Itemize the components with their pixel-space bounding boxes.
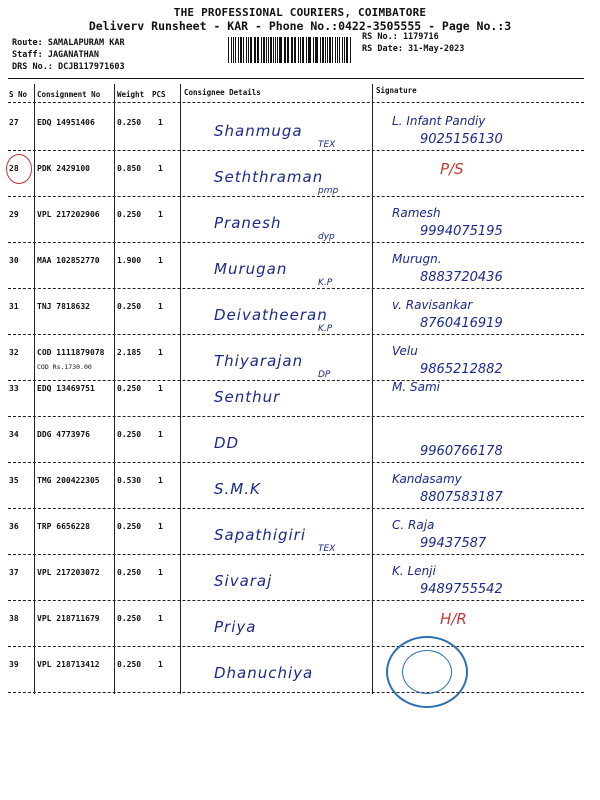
barcode-bar bbox=[277, 37, 278, 63]
row-weight: 0.250 bbox=[117, 384, 142, 393]
barcode-bar bbox=[339, 37, 340, 63]
row-sno: 32 bbox=[9, 348, 19, 357]
row-consignment-no: VPL 217203072 bbox=[37, 568, 100, 577]
barcode-bar bbox=[275, 37, 276, 63]
row-separator bbox=[8, 196, 584, 197]
column-divider bbox=[114, 84, 115, 694]
row-consignee-place: DP bbox=[318, 370, 331, 380]
barcode-bar bbox=[346, 37, 348, 63]
row-pcs: 1 bbox=[158, 348, 163, 357]
barcode-bar bbox=[279, 37, 281, 63]
col-sno: S No bbox=[9, 90, 28, 99]
barcode-bar bbox=[292, 37, 293, 63]
rs-date: RS Date: 31-May-2023 bbox=[362, 44, 465, 54]
row-consignment-no: VPL 218711679 bbox=[37, 614, 100, 623]
row-phone: 9865212882 bbox=[420, 362, 503, 377]
stamp-inner-ring bbox=[402, 650, 452, 694]
row-cod-amount: COD Rs.1730.00 bbox=[37, 363, 92, 371]
barcode-bar bbox=[291, 37, 292, 63]
barcode-bar bbox=[233, 37, 234, 63]
row-consignment-no: VPL 217202906 bbox=[37, 210, 100, 219]
row-consignee-name: Murugan bbox=[214, 260, 288, 278]
row-consignment-no: TNJ 7818632 bbox=[37, 302, 90, 311]
barcode-bar bbox=[322, 37, 324, 63]
row-sno: 36 bbox=[9, 522, 19, 531]
drs-number: DRS No.: DCJB117971603 bbox=[12, 62, 125, 72]
row-separator bbox=[8, 288, 584, 289]
row-sno: 33 bbox=[9, 384, 19, 393]
barcode-bar bbox=[284, 37, 285, 63]
barcode-bar bbox=[332, 37, 333, 63]
barcode-bar bbox=[342, 37, 343, 63]
row-consignee-place: TEX bbox=[318, 544, 336, 554]
row-signature: Velu bbox=[392, 344, 418, 358]
column-divider bbox=[372, 84, 373, 694]
barcode-bar bbox=[344, 37, 345, 63]
row-weight: 0.530 bbox=[117, 476, 142, 485]
post-office-stamp bbox=[386, 636, 468, 708]
row-consignee-name: Seththraman bbox=[214, 168, 324, 186]
barcode-bar bbox=[228, 37, 229, 63]
row-pcs: 1 bbox=[158, 614, 163, 623]
row-separator bbox=[8, 600, 584, 601]
row-sno: 38 bbox=[9, 614, 19, 623]
row-consignment-no: TRP 6656228 bbox=[37, 522, 90, 531]
row-consignee-place: pmp bbox=[318, 186, 339, 196]
row-signature: Murugn. bbox=[392, 252, 442, 266]
barcode-bar bbox=[254, 37, 255, 63]
row-consignee-place: TEX bbox=[318, 140, 336, 150]
row-weight: 0.250 bbox=[117, 302, 142, 311]
barcode-bar bbox=[250, 37, 251, 63]
row-weight: 0.250 bbox=[117, 430, 142, 439]
barcode-bar bbox=[248, 37, 249, 63]
row-separator bbox=[8, 416, 584, 417]
row-consignment-no: EDQ 13469751 bbox=[37, 384, 95, 393]
row-consignee-place: K.P bbox=[318, 278, 333, 288]
row-consignee-name: Sapathigiri bbox=[214, 526, 307, 544]
row-consignee-name: Shanmuga bbox=[214, 122, 303, 140]
col-weight: Weight bbox=[117, 90, 145, 99]
row-separator bbox=[8, 150, 584, 151]
row-pcs: 1 bbox=[158, 430, 163, 439]
barcode-bar bbox=[238, 37, 239, 63]
row-signature: K. Lenji bbox=[392, 564, 436, 578]
row-pcs: 1 bbox=[158, 210, 163, 219]
row-weight: 1.900 bbox=[117, 256, 142, 265]
barcode-bar bbox=[306, 37, 307, 63]
row-consignment-no: MAA 102852770 bbox=[37, 256, 100, 265]
row-phone: 9025156130 bbox=[420, 132, 503, 147]
row-pcs: 1 bbox=[158, 118, 163, 127]
barcode-bar bbox=[263, 37, 264, 63]
row-separator bbox=[8, 508, 584, 509]
barcode-bar bbox=[246, 37, 247, 63]
row-separator bbox=[8, 646, 584, 647]
barcode-bar bbox=[313, 37, 314, 63]
row-signature: v. Ravisankar bbox=[392, 298, 473, 312]
barcode-bar bbox=[316, 37, 317, 63]
row-sno: 28 bbox=[9, 164, 19, 173]
row-separator bbox=[8, 692, 584, 693]
barcode-bar bbox=[261, 37, 262, 63]
barcode-bar bbox=[266, 37, 267, 63]
row-sno: 35 bbox=[9, 476, 19, 485]
rs-number: RS No.: 1179716 bbox=[362, 32, 439, 42]
row-separator bbox=[8, 380, 584, 381]
row-signature: L. Infant Pandiy bbox=[392, 114, 486, 128]
row-weight: 0.850 bbox=[117, 164, 142, 173]
row-consignment-no: COD 1111879078 bbox=[37, 348, 105, 357]
barcode-bar bbox=[315, 37, 316, 63]
row-signature: M. Sami bbox=[392, 380, 440, 394]
row-weight: 0.250 bbox=[117, 660, 142, 669]
row-phone: 8807583187 bbox=[420, 490, 503, 505]
row-sno: 34 bbox=[9, 430, 19, 439]
row-consignee-name: Dhanuchiya bbox=[214, 664, 314, 682]
row-pcs: 1 bbox=[158, 568, 163, 577]
row-weight: 0.250 bbox=[117, 568, 142, 577]
col-pcs: PCS bbox=[152, 90, 166, 99]
barcode-bar bbox=[308, 37, 309, 63]
row-pcs: 1 bbox=[158, 256, 163, 265]
row-weight: 0.250 bbox=[117, 210, 142, 219]
barcode-bar bbox=[285, 37, 286, 63]
row-consignee-name: Sivaraj bbox=[214, 572, 273, 590]
barcode-bar bbox=[294, 37, 295, 63]
row-weight: 0.250 bbox=[117, 522, 142, 531]
row-separator bbox=[8, 242, 584, 243]
barcode-bar bbox=[298, 37, 299, 63]
barcode-bar bbox=[273, 37, 274, 63]
barcode-bar bbox=[325, 37, 326, 63]
company-title: THE PROFESSIONAL COURIERS, COIMBATORE bbox=[173, 6, 427, 19]
staff-label: Staff: JAGANATHAN bbox=[12, 50, 99, 60]
row-phone: 8760416919 bbox=[420, 316, 503, 331]
col-consignment: Consignment No bbox=[37, 90, 101, 99]
header-dash bbox=[8, 102, 584, 103]
circle-annotation bbox=[6, 154, 32, 184]
row-phone: 9489755542 bbox=[420, 582, 503, 597]
barcode-bar bbox=[257, 37, 259, 63]
barcode-bar bbox=[240, 37, 242, 63]
row-weight: 0.250 bbox=[117, 614, 142, 623]
row-weight: 2.185 bbox=[117, 348, 142, 357]
barcode-bar bbox=[350, 37, 351, 63]
column-divider bbox=[180, 84, 181, 694]
row-consignee-place: dyp bbox=[318, 232, 335, 242]
column-divider bbox=[34, 84, 35, 694]
barcode-bar bbox=[337, 37, 338, 63]
row-pcs: 1 bbox=[158, 384, 163, 393]
row-pcs: 1 bbox=[158, 476, 163, 485]
barcode-bar bbox=[243, 37, 244, 63]
row-signature: H/R bbox=[440, 610, 467, 628]
row-consignee-name: Thiyarajan bbox=[214, 352, 304, 370]
header-divider bbox=[8, 78, 584, 79]
barcode-bar bbox=[255, 37, 256, 63]
row-phone: 9994075195 bbox=[420, 224, 503, 239]
row-sno: 30 bbox=[9, 256, 19, 265]
row-consignment-no: VPL 218713412 bbox=[37, 660, 100, 669]
row-phone: 8883720436 bbox=[420, 270, 503, 285]
row-phone: 99437587 bbox=[420, 536, 487, 551]
row-pcs: 1 bbox=[158, 164, 163, 173]
row-sno: 37 bbox=[9, 568, 19, 577]
runsheet-subtitle: Deliverv Runsheet - KAR - Phone No.:0422-3505555 - Page No.:3 bbox=[88, 19, 512, 33]
barcode-bar bbox=[302, 37, 304, 63]
row-sno: 29 bbox=[9, 210, 19, 219]
row-separator bbox=[8, 554, 584, 555]
row-pcs: 1 bbox=[158, 302, 163, 311]
row-consignee-name: DD bbox=[214, 434, 240, 452]
barcode-bar bbox=[287, 37, 288, 63]
barcode-bar bbox=[327, 37, 328, 63]
row-consignment-no: PDK 2429100 bbox=[37, 164, 90, 173]
row-separator bbox=[8, 334, 584, 335]
row-pcs: 1 bbox=[158, 660, 163, 669]
col-signature: Signature bbox=[376, 86, 417, 95]
barcode-bar bbox=[335, 37, 336, 63]
row-weight: 0.250 bbox=[117, 118, 142, 127]
col-consignee: Consignee Details bbox=[184, 88, 261, 97]
row-consignment-no: EDQ 14951406 bbox=[37, 118, 95, 127]
barcode-bar bbox=[231, 37, 232, 63]
row-signature: Kandasamy bbox=[392, 472, 462, 486]
row-signature: P/S bbox=[440, 160, 464, 178]
barcode-bar bbox=[270, 37, 271, 63]
barcode-bar bbox=[329, 37, 330, 63]
row-signature: C. Raja bbox=[392, 518, 435, 532]
barcode bbox=[228, 37, 352, 63]
barcode-bar bbox=[309, 37, 310, 63]
barcode-bar bbox=[235, 37, 236, 63]
row-pcs: 1 bbox=[158, 522, 163, 531]
barcode-bar bbox=[300, 37, 301, 63]
route-label: Route: SAMALAPURAM KAR bbox=[12, 38, 125, 48]
row-separator bbox=[8, 462, 584, 463]
row-consignee-name: Priya bbox=[214, 618, 257, 636]
row-consignee-name: S.M.K bbox=[214, 480, 261, 498]
row-consignee-name: Deivatheeran bbox=[214, 306, 328, 324]
row-sno: 31 bbox=[9, 302, 19, 311]
barcode-bar bbox=[320, 37, 321, 63]
row-phone: 9960766178 bbox=[420, 444, 503, 459]
row-consignee-name: Senthur bbox=[214, 388, 281, 406]
row-consignment-no: TMG 200422305 bbox=[37, 476, 100, 485]
row-sno: 27 bbox=[9, 118, 19, 127]
row-sno: 39 bbox=[9, 660, 19, 669]
row-consignee-place: K.P bbox=[318, 324, 333, 334]
row-consignment-no: DDG 4773976 bbox=[37, 430, 90, 439]
row-signature: Ramesh bbox=[392, 206, 441, 220]
barcode-bar bbox=[268, 37, 269, 63]
row-consignee-name: Pranesh bbox=[214, 214, 282, 232]
